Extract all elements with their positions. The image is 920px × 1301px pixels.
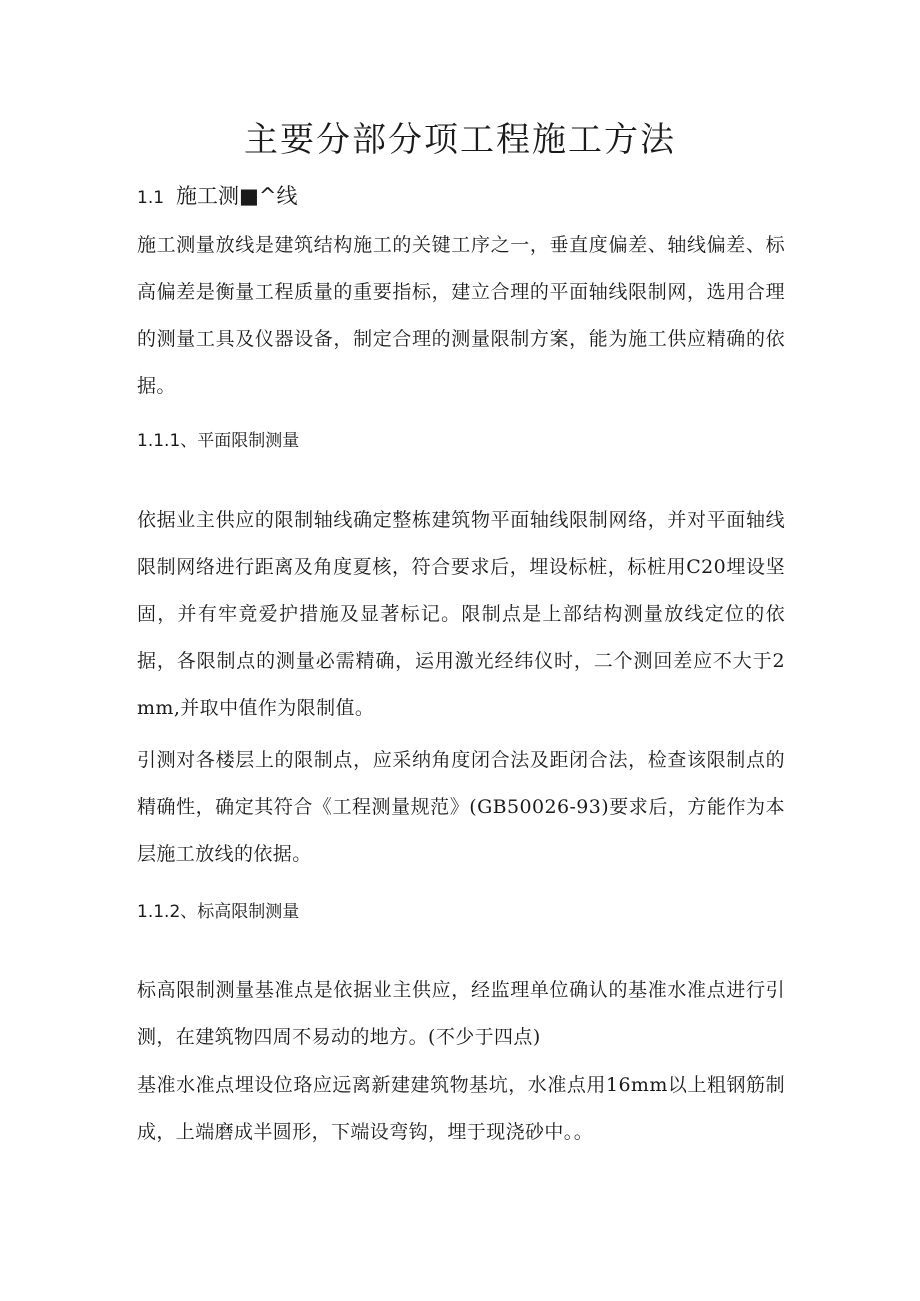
subsection-heading-plane-control: 1.1.1、平面限制测量 (137, 431, 300, 451)
section-heading (137, 180, 297, 214)
elevation-control-paragraph-2: 基准水准点埋设位珞应远离新建建筑物基坑，水准点用16mm以上粗钢筋制成，上端磨成半圆形，下端设弯钩，埋于现浇砂中。。 (137, 1074, 785, 1143)
plane-control-paragraph-2: 引测对各楼层上的限制点，应采纳角度闭合法及距闭合法，检查该限制点的精确性，确定其符合《工程测量规范》(GB50026-93)要求后，方能作为本层施工放线的依据。 (137, 749, 785, 865)
page-title: 主要分部分项工程施工方法 (244, 120, 676, 160)
intro-paragraph: 施工测量放线是建筑结构施工的关键工序之一，垂直度偏差、轴线偏差、标高偏差是衡量工程质量的重要指标，建立合理的平面轴线限制网，选用合理的测量工具及仪器设备，制定合理的测量限制方案，能为施工供应精确的依据。 (137, 234, 785, 397)
section-number: 1.1 (137, 188, 165, 208)
plane-control-paragraph-1: 依据业主供应的限制轴线确定整栋建筑物平面轴线限制网络，并对平面轴线限制网络进行距离及角度夏核，符合要求后，埋设标桩，标桩用C20埋设坚固，并有牢竟爱护措施及显著标记。限制点是上部结构测量放线定位的依据，各限制点的测量必需精确，运用激光经纬仪时，二个测回差应不大于2mm,并取中值作为限制值。 (137, 509, 785, 719)
section-title: 施工测■^线 (176, 184, 298, 208)
subsection-heading-elevation-control: 1.1.2、标高限制测量 (137, 902, 300, 922)
elevation-control-paragraph-1: 标高限制测量基准点是依据业主供应，经监理单位确认的基准水准点进行引测，在建筑物四周不易动的地方。(不少于四点) (137, 979, 785, 1048)
